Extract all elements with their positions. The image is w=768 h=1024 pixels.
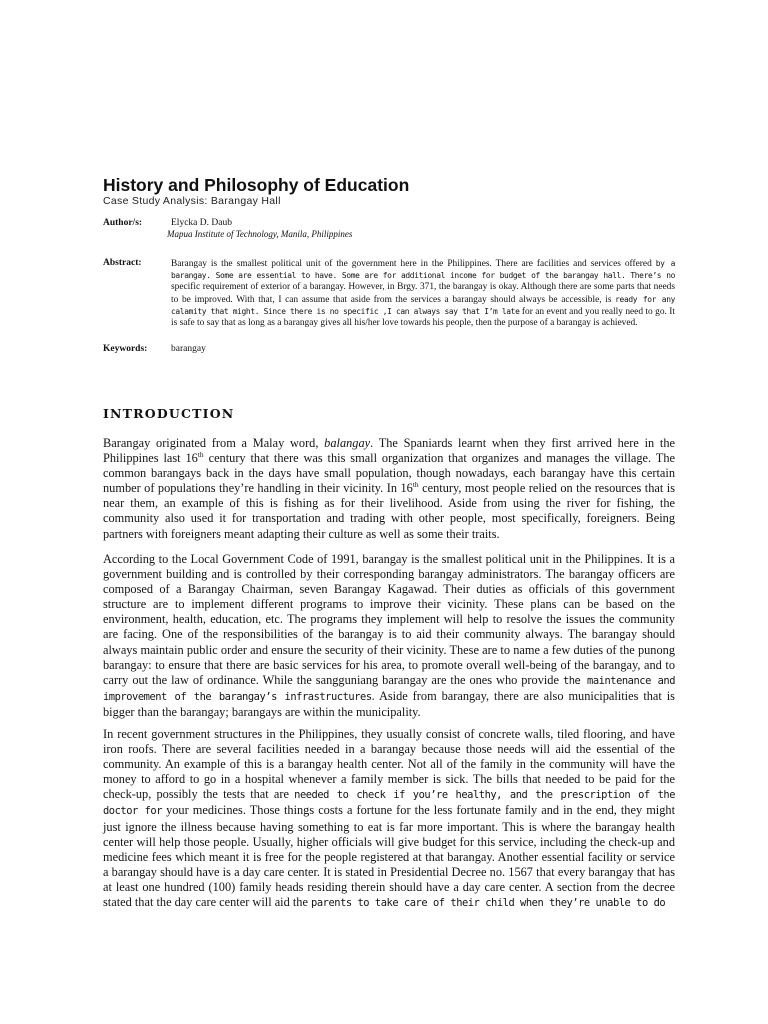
abstract-sentence: Barangay is the smallest political unit of the government here in the Philippines. There are facilities and services offered (171, 259, 652, 269)
abstract-sentence: specific requirement of exterior of a barangay. However, in Brgy. 371, the barangay is okay. Although there are some parts that needs to be improved. With that, I can assume that aside from the services a barangay should always be accessible, is (171, 282, 675, 305)
intro-paragraph-1: Barangay originated from a Malay word, balangay. The Spaniards learnt when they first arrived here in the Philippines last 16th century that there was this small organization that organizes and manages the village. The common barangays back in the days have small population, though nowadays, each barangay have this certain number of populations they’re handling in their vicinity. In 16th century, most people relied on the resources that is near them, an example of this is fishing as for their livelihood. Aside from using the river for fishing, the community also used it for transportation and trading with other people, most specifically, foreigners. Being partners with foreigners meant adapting their culture as well as some their traits. (103, 436, 675, 541)
abstract-sentence-mono: by a barangay. Some are essential to have. Some are for additional income for budget of the barangay hall. There’s no (171, 259, 675, 281)
author-affiliation: Mapua Institute of Technology, Manila, Philippines (167, 229, 353, 239)
author-label: Author/s: (103, 218, 143, 228)
abstract-label: Abstract: (103, 258, 142, 268)
intro-paragraph-3: In recent government structures in the Philippines, they usually consist of concrete walls, tiled flooring, and have iron roofs. There are several facilities needed in a barangay because those needs will aid the essential of the community. An example of this is a barangay health center. Not all of the family in the community will have the money to afford to go in a hospital whenever a family member is sick. The bills that needed to be paid for the check-up, possibly the tests that are needed to check if you’re healthy, and the prescription of the doctor for your medicines. Those things costs a fortune for the less fortunate family and in the end, they might just ignore the illness because having something to eat is far more important. This is where the barangay health center will help those people. Usually, higher officials will give budget for this service, including the check-up and medicine fees which meant it is free for the people registered at that barangay. Another essential facility or service a barangay should have is a day care center. It is stated in Presidential Decree no. 1567 that every barangay that has at least one hundred (100) family heads residing therein should have a day care center. A section from the decree stated that the day care center will aid the parents to take care of their child when they’re unable to do (103, 727, 676, 910)
author-name: Elycka D. Daub (171, 218, 232, 228)
section-heading-introduction: INTRODUCTION (103, 406, 235, 421)
intro-paragraph-2: According to the Local Government Code of 1991, barangay is the smallest political unit in the Philippines. It is a government building and is controlled by their corresponding barangay administrators. The barangay officers are composed of a Barangay Chairman, seven Barangay Kagawad. Their duties as officials of this government structure are to implement different programs to improve their vicinity. These plans can be based on the environment, health, education, etc. The programs they implement will help to resolve the issues the community are facing. One of the responsibilities of the barangay is to aid their community always. The barangay should always maintain public order and ensure the security of their vicinity. These are to name a few duties of the punong barangay: to ensure that there are basic services for his area, to promote overall well-being of the barangay, and to carry out the law of ordinance. While the sangguniang barangay are the ones who provide the maintenance and improvement of the barangay’s infrastructures. Aside from barangay, there are also municipalities that is bigger than the barangay; barangays are within the municipality. (103, 552, 676, 719)
paper-subtitle: Case Study Analysis: Barangay Hall (103, 195, 281, 207)
paper-title: History and Philosophy of Education (103, 175, 410, 195)
keywords-label: Keywords: (103, 344, 148, 354)
abstract-sentence: for an event and you really need to go. It is safe to say that as long as a barangay gives all his/her love towards his people, then the purpose of a barangay is achieved. (171, 306, 675, 329)
abstract-text (171, 258, 675, 329)
keywords-value: barangay (171, 344, 206, 354)
abstract-sentence-mono: ready for any calamity that might. Since there is no specific ,I can always say that I’m late (171, 294, 675, 316)
